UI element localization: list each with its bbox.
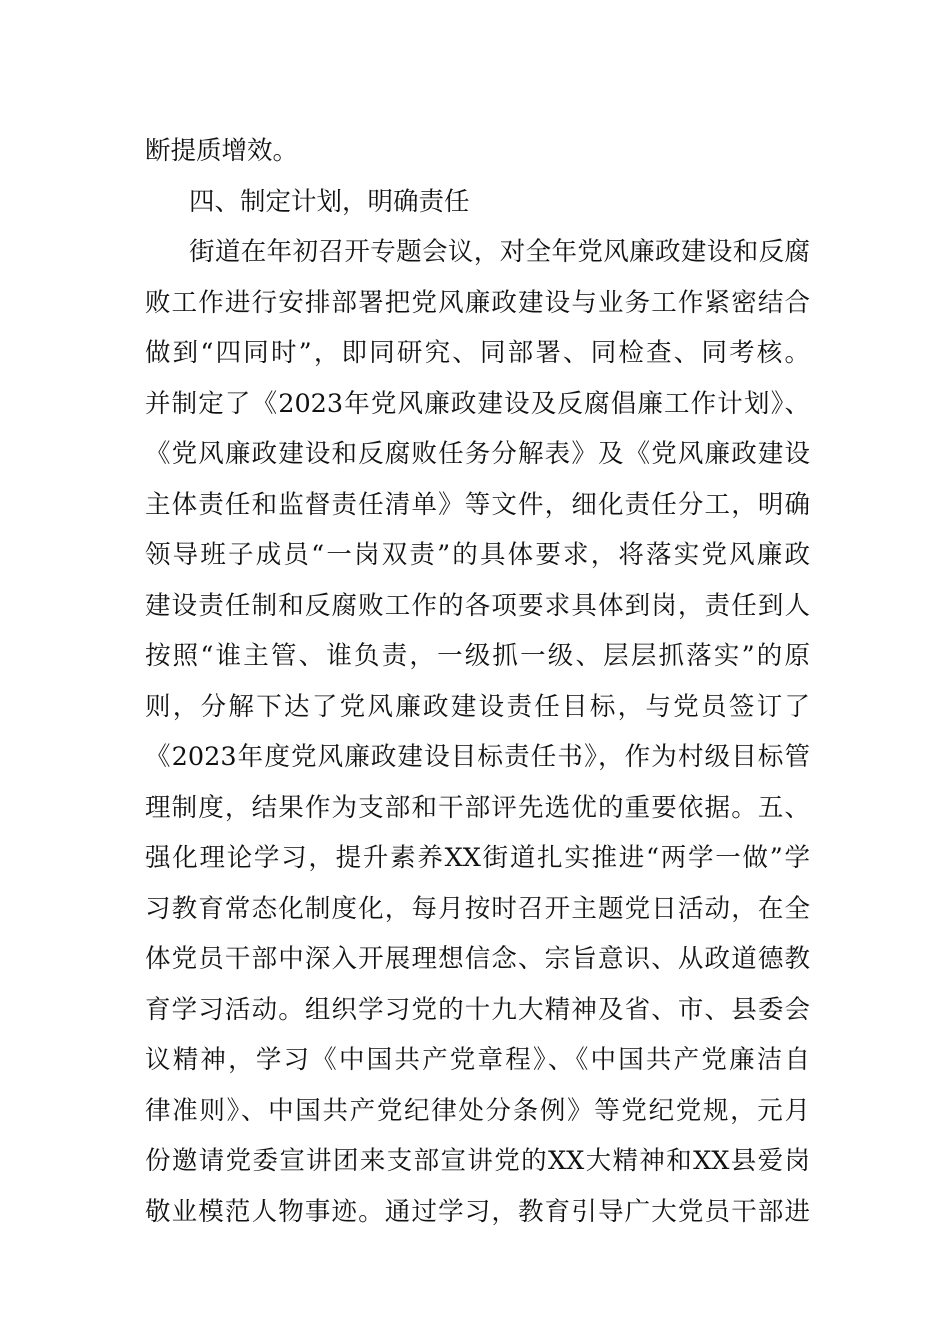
paragraph-line-10: 建设责任制和反腐败工作的各项要求具体到岗，责任到人: [145, 590, 810, 621]
paragraph-line-7: 《党风廉政建设和反腐败任务分解表》及《党风廉政建设: [145, 439, 810, 469]
paragraph-line-21: 份邀请党委宣讲团来支部宣讲党的XX大精神和XX县爱岗: [145, 1146, 810, 1176]
body-text: [145, 126, 810, 1237]
paragraph-line-22: 敬业模范人物事迹。通过学习，教育引导广大党员干部进: [145, 1196, 810, 1227]
paragraph-line-5: 做到“四同时”，即同研究、同部署、同检查、同考核。: [145, 338, 810, 368]
paragraph-line-9: 领导班子成员“一岗双责”的具体要求，将落实党风廉政: [145, 540, 810, 570]
paragraph-line-11: 按照“谁主管、谁负责，一级抓一级、层层抓落实”的原: [145, 641, 810, 671]
paragraph-line-17: 体党员干部中深入开展理想信念、宗旨意识、从政道德教: [145, 944, 810, 974]
paragraph-line-1: 断提质增效。: [145, 136, 299, 166]
paragraph-line-13: 《2023年度党风廉政建设目标责任书》，作为村级目标管: [145, 742, 810, 772]
paragraph-line-18: 育学习活动。组织学习党的十九大精神及省、市、县委会: [145, 994, 810, 1025]
paragraph-line-4: 败工作进行安排部署把党风廉政建设与业务工作紧密结合: [145, 287, 810, 318]
section-heading-four: 四、制定计划，明确责任: [189, 186, 470, 217]
paragraph-line-14: 理制度，结果作为支部和干部评先选优的重要依据。五、: [145, 792, 810, 823]
paragraph-line-20: 律准则》、中国共产党纪律处分条例》等党纪党规，元月: [145, 1095, 810, 1126]
paragraph-line-3: 街道在年初召开专题会议，对全年党风廉政建设和反腐: [189, 237, 810, 267]
paragraph-line-8: 主体责任和监督责任清单》等文件，细化责任分工，明确: [145, 489, 810, 520]
paragraph-line-6: 并制定了《2023年党风廉政建设及反腐倡廉工作计划》、: [145, 388, 810, 419]
paragraph-line-16: 习教育常态化制度化，每月按时召开主题党日活动，在全: [145, 893, 810, 924]
paragraph-line-19: 议精神，学习《中国共产党章程》、《中国共产党廉洁自: [145, 1045, 810, 1075]
paragraph-line-12: 则，分解下达了党风廉政建设责任目标，与党员签订了: [145, 691, 810, 722]
paragraph-line-15: 强化理论学习，提升素养XX街道扎实推进“两学一做”学: [145, 843, 810, 873]
